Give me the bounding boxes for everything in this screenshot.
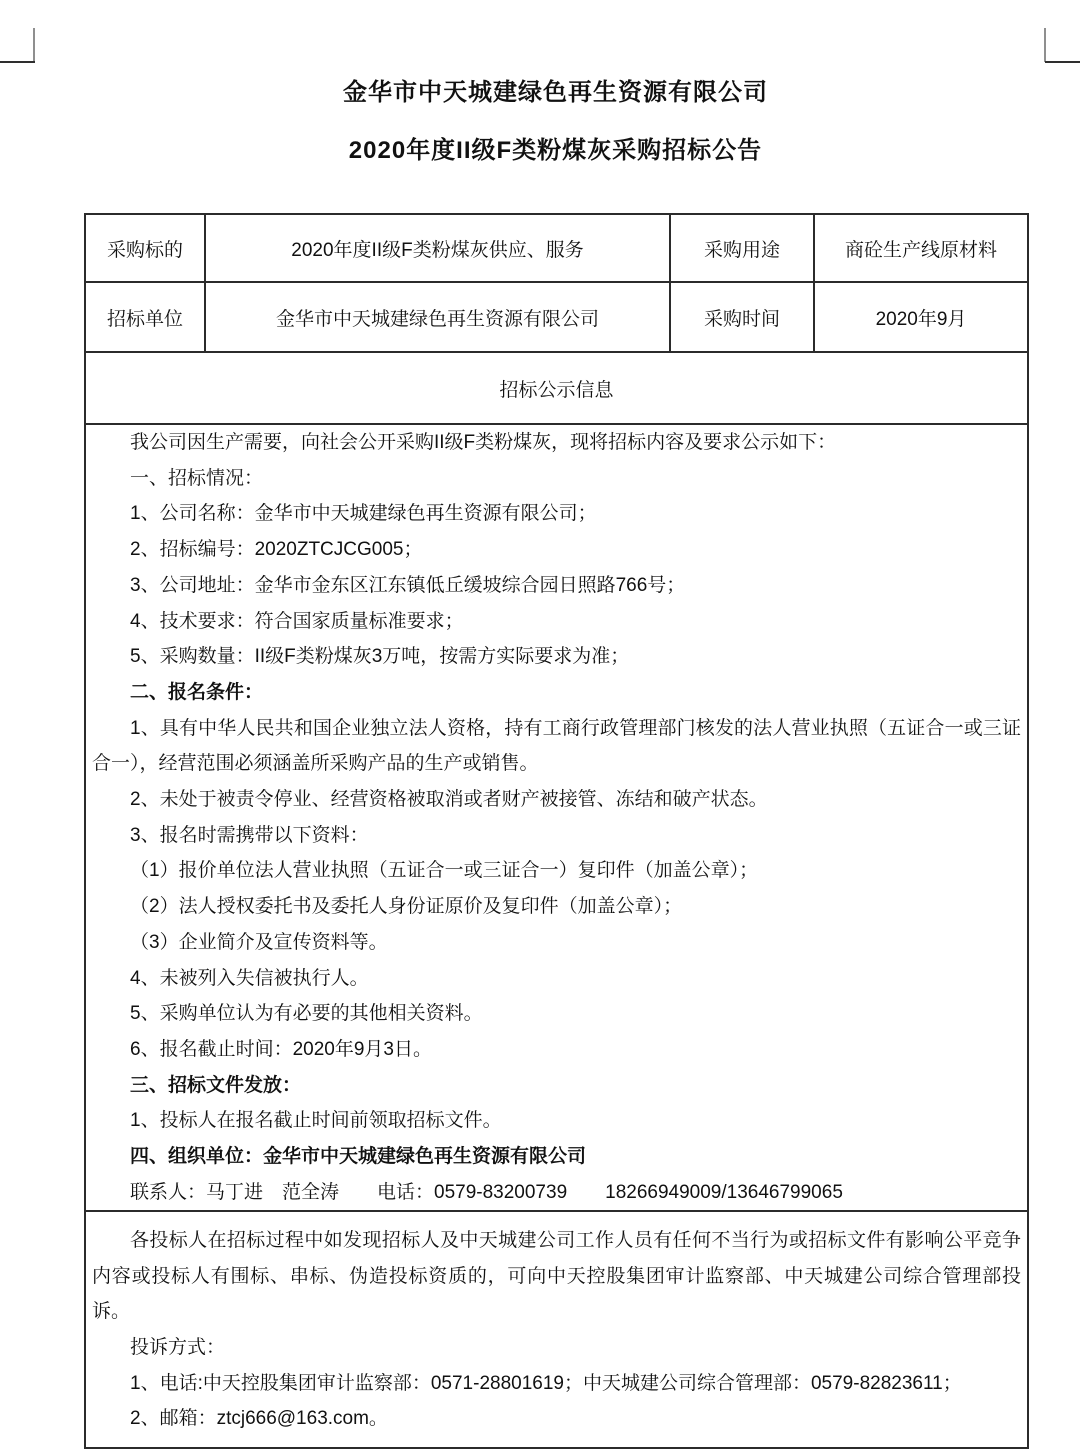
- paragraph: 1、电话:中天控股集团审计监察部：0571-28801619；中天城建公司综合管理部：0579-82823611；: [130, 1372, 962, 1394]
- table-row: [85, 282, 1028, 352]
- crop-mark-top-left-horizontal: [0, 61, 35, 63]
- value-procurement-subject: 2020年度II级F类粉煤灰供应、服务: [205, 214, 670, 282]
- paragraph: 各投标人在招标过程中如发现招标人及中天城建公司工作人员有任何不当行为或招标文件有影响公平竞争内容或投标人有围标、串标、伪造投标资质的，可向中天控股集团审计监察部、中天城建公司综合管理部投诉。: [92, 1229, 1021, 1323]
- table-row: [85, 214, 1028, 282]
- crop-mark-top-right-horizontal: [1045, 61, 1080, 63]
- paragraph: 5、采购单位认为有必要的其他相关资料。: [130, 1003, 483, 1025]
- document-title: 金华市中天城建绿色再生资源有限公司: [343, 79, 768, 106]
- paragraph: 2、邮箱：ztcj666@163.com。: [130, 1408, 388, 1430]
- label-procurement-purpose: 采购用途: [670, 214, 814, 282]
- document-subtitle: 2020年度II级F类粉煤灰采购招标公告: [348, 137, 763, 164]
- paragraph: （3）企业简介及宣传资料等。: [130, 931, 388, 953]
- paragraph: 二、报名条件：: [130, 681, 264, 703]
- paragraph: 三、招标文件发放：: [130, 1074, 302, 1096]
- paragraph: 四、组织单位：金华市中天城建绿色再生资源有限公司: [130, 1146, 587, 1168]
- tender-info-table: [84, 213, 1029, 1449]
- document-header: [84, 78, 1027, 166]
- paragraph: （1）报价单位法人营业执照（五证合一或三证合一）复印件（加盖公章）；: [130, 860, 759, 882]
- crop-mark-top-left-vertical: [33, 28, 35, 62]
- paragraph: 4、未被列入失信被执行人。: [130, 967, 369, 989]
- table-row: [85, 352, 1028, 424]
- paragraph: （2）法人授权委托书及委托人身份证原价及复印件（加盖公章）；: [130, 896, 683, 918]
- paragraph: 3、报名时需携带以下资料：: [130, 824, 369, 846]
- paragraph: 一、招标情况：: [130, 467, 264, 489]
- value-procurement-time: 2020年9月: [814, 282, 1028, 352]
- announcement-body: [85, 424, 1028, 1211]
- paragraph: 1、具有中华人民共和国企业独立法人资格，持有工商行政管理部门核发的法人营业执照（五证合一或三证合一），经营范围必须涵盖所采购产品的生产或销售。: [92, 717, 1021, 775]
- paragraph: 联系人：马丁进 范全涛 电话：0579-83200739 18266949009/13646799065: [130, 1181, 843, 1203]
- table-row: [85, 424, 1028, 1211]
- paragraph: 6、报名截止时间：2020年9月3日。: [130, 1038, 432, 1060]
- paragraph: 2、招标编号：2020ZTCJCG005；: [130, 539, 423, 561]
- crop-mark-top-right-vertical: [1044, 28, 1046, 62]
- paragraph: 5、采购数量：II级F类粉煤灰3万吨，按需方实际要求为准；: [130, 646, 630, 668]
- value-tendering-unit: 金华市中天城建绿色再生资源有限公司: [205, 282, 670, 352]
- paragraph: 4、技术要求：符合国家质量标准要求；: [130, 610, 464, 632]
- table-row: [85, 1211, 1028, 1448]
- value-procurement-purpose: 商砼生产线原材料: [814, 214, 1028, 282]
- paragraph: 投诉方式：: [130, 1336, 226, 1358]
- complaint-section: [85, 1211, 1028, 1448]
- paragraph: 1、公司名称：金华市中天城建绿色再生资源有限公司；: [130, 503, 597, 525]
- label-procurement-time: 采购时间: [670, 282, 814, 352]
- section-header-tender-publicity: 招标公示信息: [85, 352, 1028, 424]
- paragraph: 2、未处于被责令停业、经营资格被取消或者财产被接管、冻结和破产状态。: [130, 789, 768, 811]
- paragraph: 1、投标人在报名截止时间前领取招标文件。: [130, 1110, 502, 1132]
- label-tendering-unit: 招标单位: [85, 282, 205, 352]
- paragraph: 我公司因生产需要，向社会公开采购II级F类粉煤灰，现将招标内容及要求公示如下：: [130, 432, 837, 453]
- label-procurement-subject: 采购标的: [85, 214, 205, 282]
- paragraph: 3、公司地址：金华市金东区江东镇低丘缓坡综合园日照路766号；: [130, 574, 686, 596]
